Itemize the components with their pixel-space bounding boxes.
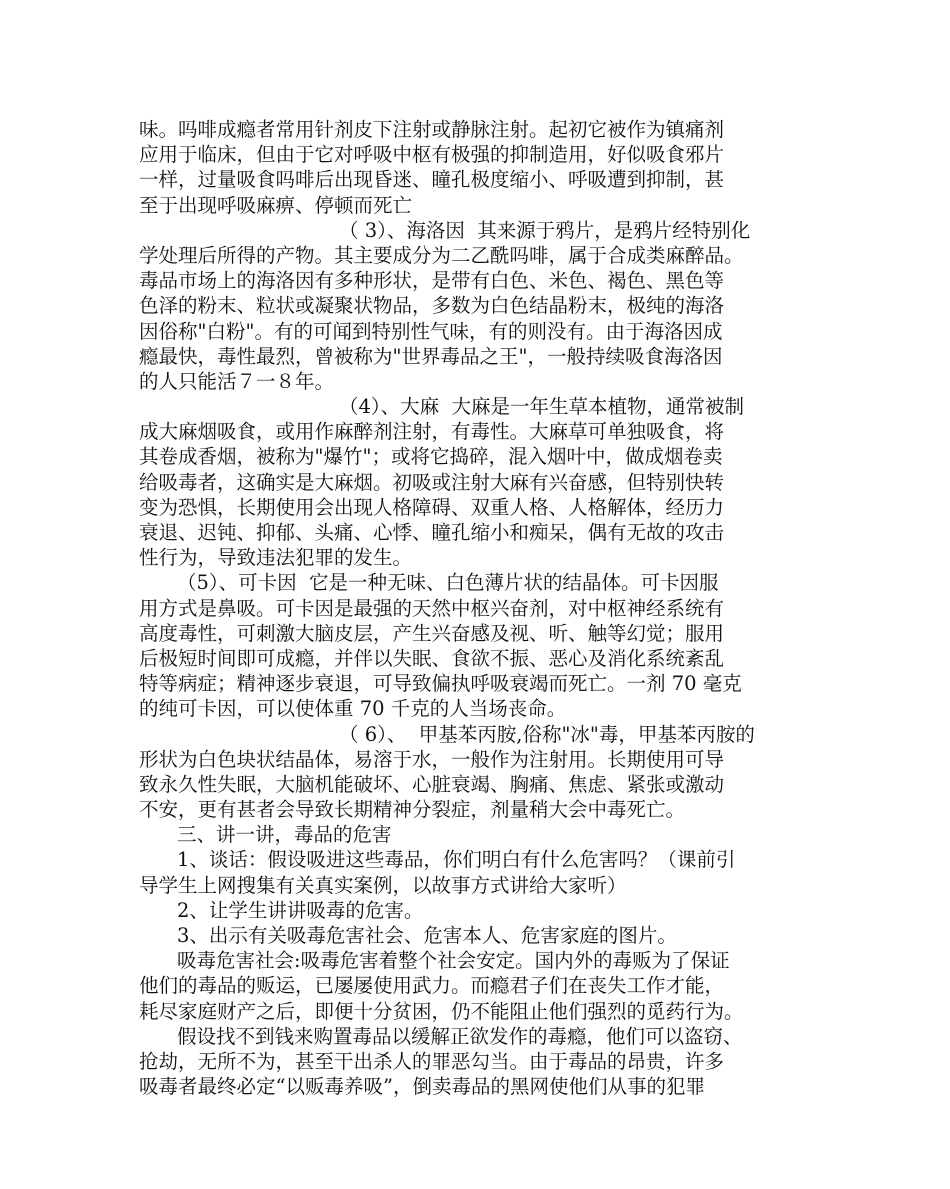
text-line: 形状为白色块状结晶体，易溶于水，一般作为注射用。长期使用可导 (139, 747, 725, 771)
text-line: 应用于临床，但由于它对呼吸中枢有极强的抑制造用，好似吸食邪片 (139, 143, 725, 167)
text-line: 的人只能活７一８年。 (139, 369, 335, 393)
text-line: 其卷成香烟，被称为"爆竹"；或将它捣碎，混入烟叶中，做成烟卷卖 (139, 445, 723, 469)
text-line: 性行为，导致违法犯罪的发生。 (139, 546, 413, 570)
text-line: 用方式是鼻吸。可卡因是最强的天然中枢兴奋剂，对中枢神经系统有 (139, 596, 725, 620)
text-line: 假设找不到钱来购置毒品以缓解正欲发作的毒瘾，他们可以盗窃、 (177, 1024, 743, 1048)
text-line: 一样，过量吸食吗啡后出现昏迷、瞳孔极度缩小、呼吸遭到抑制，甚 (139, 168, 725, 192)
text-line: 3、出示有关吸毒危害社会、危害本人、危害家庭的图片。 (177, 924, 677, 947)
text-line: 色泽的粉末、粒状或凝聚状物品，多数为白色结晶粉末，极纯的海洛 (139, 294, 725, 318)
text-line: 2、让学生讲讲吸毒的危害。 (177, 898, 424, 922)
text-line: 高度毒性，可刺激大脑皮层，产生兴奋感及视、听、触等幻觉；服用 (139, 621, 725, 645)
text-line: 给吸毒者，这确实是大麻烟。初吸或注射大麻有兴奋感，但特别快转 (139, 470, 725, 494)
text-line: 三、讲一讲，毒品的危害 (177, 823, 392, 847)
text-line: 味。吗啡成瘾者常用针剂皮下注射或静脉注射。起初它被作为镇痛剂 (139, 118, 725, 141)
text-line: 抢劫，无所不为，甚至干出杀人的罪恶勾当。由于毒品的昂贵，许多 (139, 1049, 725, 1073)
document-body (139, 117, 839, 1099)
text-line: 吸毒危害社会:吸毒危害着整个社会安定。国内外的毒贩为了保证 (177, 949, 730, 973)
text-line: 导学生上网搜集有关真实案例，以故事方式讲给大家听） (139, 873, 627, 897)
text-line: 变为恐惧，长期使用会出现人格障碍、双重人格、人格解体，经历力 (139, 495, 725, 519)
text-line: 成大麻烟吸食，或用作麻醉剂注射，有毒性。大麻草可单独吸食，将 (139, 420, 725, 444)
text-line: （ 3）、海洛因 其来源于鸦片，是鸦片经特别化 (339, 218, 751, 242)
text-line: 后极短时间即可成瘾，并伴以失眠、食欲不振、恶心及消化系统紊乱 (139, 646, 725, 670)
text-line: 瘾最快，毒性最烈，曾被称为"世界毒品之王"，一般持续吸食海洛因 (139, 344, 723, 368)
text-line: 他们的毒品的贩运，已屡屡使用武力。而瘾君子们在丧失工作才能， (139, 974, 725, 998)
text-line: 至于出现呼吸麻痹、停顿而死亡 (139, 193, 413, 217)
text-line: 毒品市场上的海洛因有多种形状，是带有白色、米色、褐色、黑色等 (139, 269, 725, 293)
text-line: 学处理后所得的产物。其主要成分为二乙酰吗啡，属于合成类麻醉品。 (139, 243, 744, 267)
text-line: （5）、可卡因 它是一种无味、白色薄片状的结晶体。可卡因服 (177, 571, 719, 595)
text-line: 耗尽家庭财产之后，即便十分贫困，仍不能阻止他们强烈的觅药行为。 (139, 999, 744, 1023)
text-line: 的纯可卡因，可以使体重 70 千克的人当场丧命。 (139, 697, 567, 721)
text-line: （ 6）、 甲基苯丙胺,俗称"冰"毒，甲基苯丙胺的 (339, 722, 755, 746)
text-line: 因俗称"白粉"。有的可闻到特别性气味，有的则没有。由于海洛因成 (139, 319, 723, 343)
text-line: 特等病症；精神逐步衰退，可导致偏执呼吸衰竭而死亡。一剂 70 毫克 (139, 672, 742, 696)
text-line: 衰退、迟钝、抑郁、头痛、心悸、瞳孔缩小和痴呆，偶有无故的攻击 (139, 521, 725, 544)
text-line: （4）、大麻 大麻是一年生草本植物，通常被制 (339, 395, 745, 419)
text-line: 1、谈话：假设吸进这些毒品，你们明白有什么危害吗？（课前引 (177, 848, 736, 872)
text-line: 吸毒者最终必定“以贩毒养吸”，倒卖毒品的黑网使他们从事的犯罪 (139, 1075, 705, 1099)
text-line: 不安，更有甚者会导致长期精神分裂症，剂量稍大会中毒死亡。 (139, 798, 686, 822)
text-line: 致永久性失眠，大脑机能破坏、心脏衰竭、胸痛、焦虑、紧张或激动 (139, 772, 725, 796)
